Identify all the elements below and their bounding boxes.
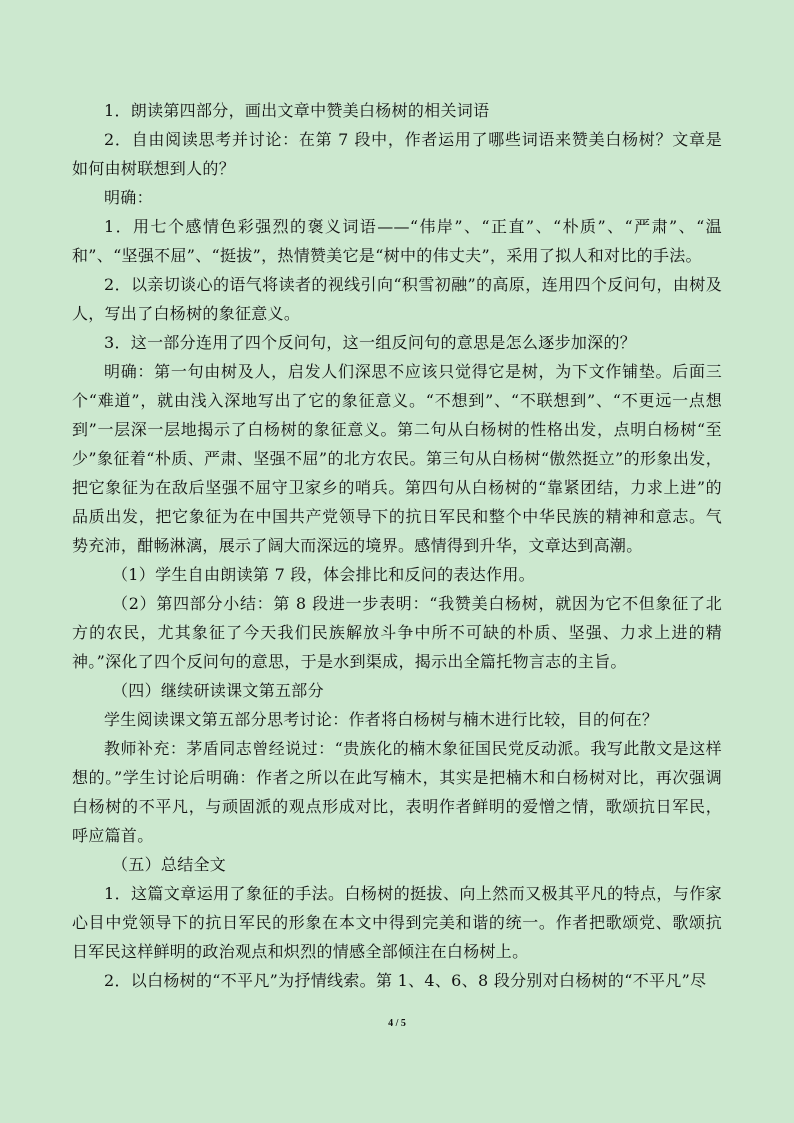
paragraph: 2．以亲切谈心的语气将读者的视线引向“积雪初融”的高原，连用四个反问句，由树及人，写出了白杨树的象征意义。 <box>72 275 722 323</box>
paragraph: 1．这篇文章运用了象征的手法。白杨树的挺拔、向上然而又极其平凡的特点，与作家心目中党领导下的抗日军民的形象在本文中得到完美和谐的统一。作者把歌颂党、歌颂抗日军民这样鲜明的政治观点和炽烈的情感全部倾注在白杨树上。 <box>72 884 722 961</box>
body-text <box>72 96 722 995</box>
page-number: 4 / 5 <box>388 1018 406 1029</box>
paragraph: 2．自由阅读思考并讨论：在第 7 段中，作者运用了哪些词语来赞美白杨树？文章是如何由树联想到人的？ <box>72 130 722 178</box>
section-heading: （五）总结全文 <box>112 855 227 874</box>
paragraph: （1）学生自由朗读第 7 段，体会排比和反问的表达作用。 <box>112 565 535 584</box>
paragraph: 1．用七个感情色彩强烈的褒义词语——“伟岸”、“正直”、“朴质”、“严肃”、“温和”、“坚强不屈”、“挺拔”，热情赞美它是“树中的伟丈夫”，采用了拟人和对比的手法。 <box>72 217 722 265</box>
paragraph: 1．朗读第四部分，画出文章中赞美白杨树的相关词语 <box>104 101 490 120</box>
paragraph: 明确： <box>104 188 153 207</box>
paragraph: 学生阅读课文第五部分思考讨论：作者将白杨树与楠木进行比较，目的何在？ <box>104 710 659 729</box>
paragraph: （2）第四部分小结：第 8 段进一步表明：“我赞美白杨树，就因为它不但象征了北方的农民，尤其象征了今天我们民族解放斗争中所不可缺的朴质、坚强、力求上进的精神。”深化了四个反问句的意思，于是水到渠成，揭示出全篇托物言志的主旨。 <box>72 594 722 671</box>
paragraph: 2．以白杨树的“不平凡”为抒情线索。第 1、4、6、8 段分别对白杨树的“不平凡”尽 <box>104 971 707 990</box>
paragraph: 3．这一部分连用了四个反问句，这一组反问句的意思是怎么逐步加深的？ <box>104 333 637 352</box>
paragraph: 明确：第一句由树及人，启发人们深思不应该只觉得它是树，为下文作铺垫。后面三个“难道”，就由浅入深地写出了它的象征意义。“不想到”、“不联想到”、“不更远一点想到”一层深一层地揭示了白杨树的象征意义。第二句从白杨树的性格出发，点明白杨树“至少”象征着“朴质、严肃、坚强不屈”的北方农民。第三句从白杨树“傲然挺立”的形象出发，把它象征为在敌后坚强不屈守卫家乡的哨兵。第四句从白杨树的“靠紧团结，力求上进”的品质出发，把它象征为在中国共产党领导下的抗日军民和整个中华民族的精神和意志。气势充沛，酣畅淋漓，展示了阔大而深远的境界。感情得到升华，文章达到高潮。 <box>72 362 722 555</box>
paragraph: 教师补充：茅盾同志曾经说过：“贵族化的楠木象征国民党反动派。我写此散文是这样想的。”学生讨论后明确：作者之所以在此写楠木，其实是把楠木和白杨树对比，再次强调白杨树的不平凡，与顽固派的观点形成对比，表明作者鲜明的爱憎之情，歌颂抗日军民，呼应篇首。 <box>72 739 722 845</box>
section-heading: （四）继续研读课文第五部分 <box>112 681 324 700</box>
